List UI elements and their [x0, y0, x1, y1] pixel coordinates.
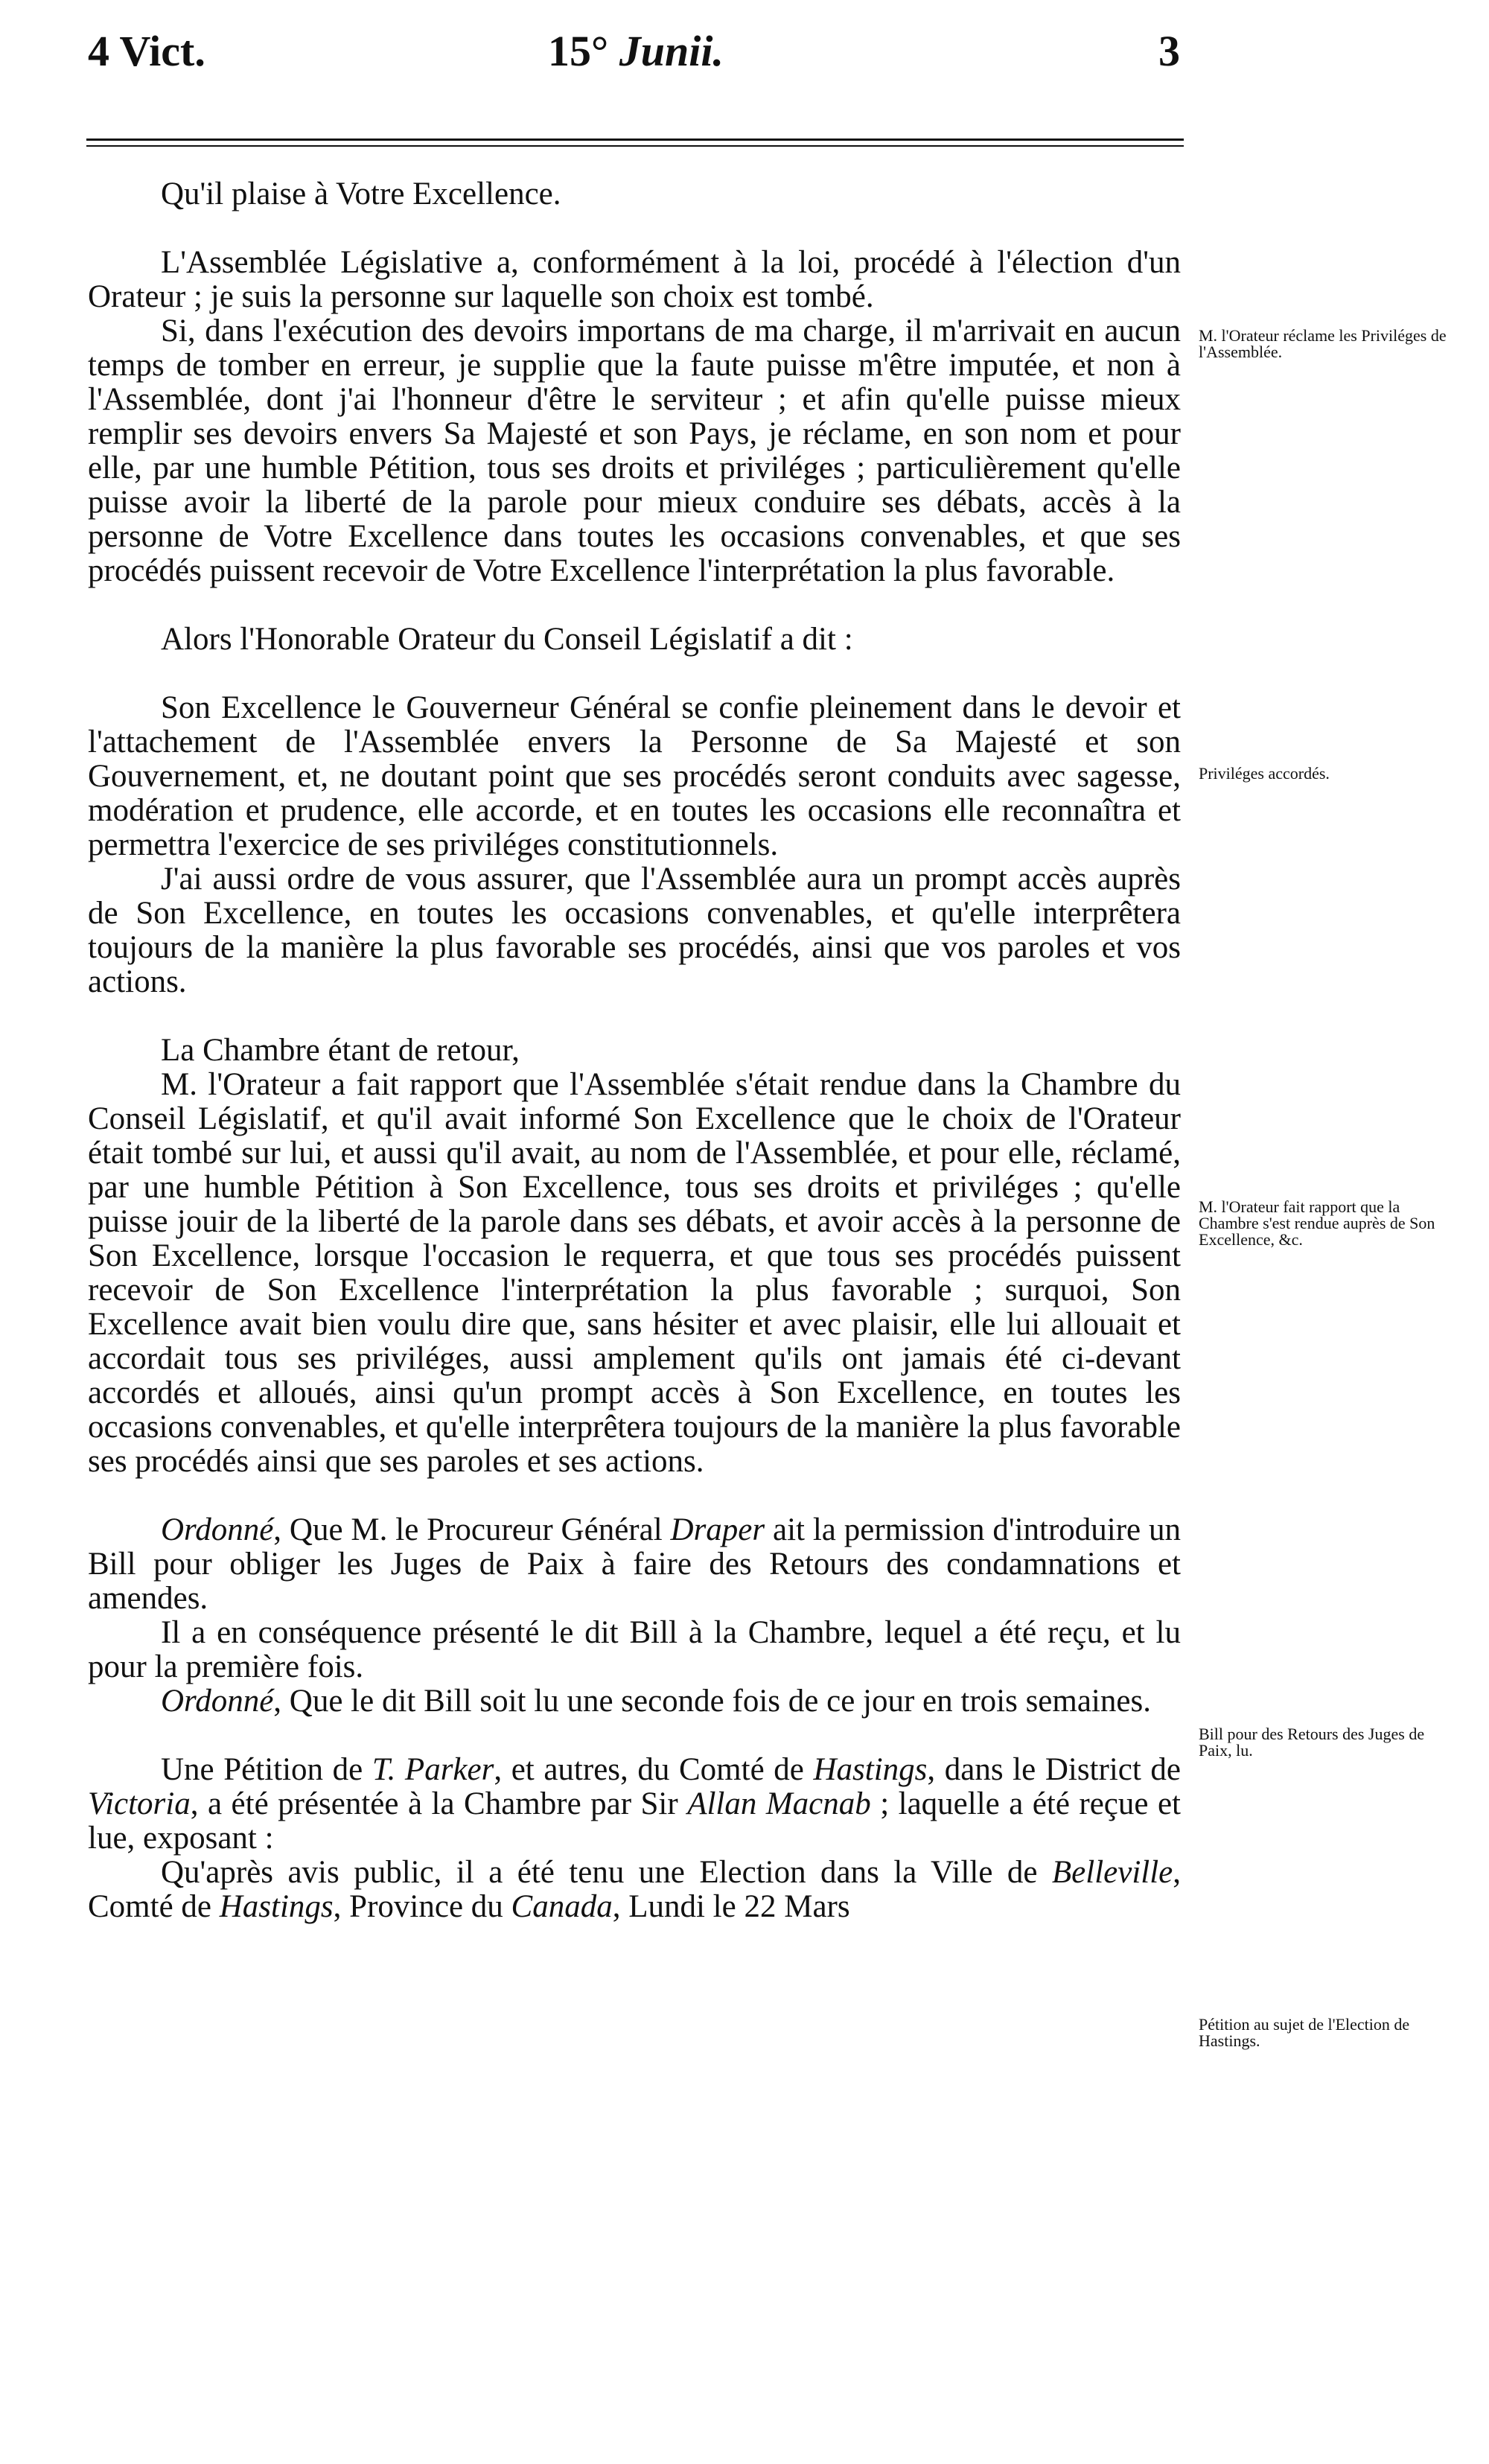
- petition-text-a: Une Pétition de: [161, 1752, 372, 1787]
- paragraph-order-second-reading: [88, 1684, 1181, 1719]
- regnal-year-text: 4 Vict.: [88, 27, 205, 75]
- place-name: Belleville: [1051, 1855, 1173, 1890]
- order-text-a: , Que M. le Procureur Général: [273, 1512, 671, 1547]
- paragraph-election: L'Assemblée Législative a, conformément à la loi, procédé à l'élection d'un Orateur ; je suis la personne sur laquelle son choix est tombé.: [88, 245, 1181, 314]
- page-number: [1158, 27, 1180, 75]
- petition-text-d: , a été présentée à la Chambre par Sir: [190, 1786, 688, 1821]
- place-name: Hastings: [219, 1889, 334, 1924]
- header-rule-thin: [86, 145, 1184, 147]
- margin-note-speaker-report: M. l'Orateur fait rapport que la Chambre s'est rendue auprès de Son Excellence, &c.: [1199, 1197, 1435, 1249]
- petition-content-b: , Comté de: [88, 1855, 1181, 1924]
- paragraph-council-speaker: Alors l'Honorable Orateur du Conseil Législatif a dit :: [161, 622, 853, 657]
- margin-note-speaker-claims: M. l'Orateur réclame les Priviléges de l'Assemblée.: [1199, 326, 1447, 361]
- margin-note-bill-returns: Bill pour des Retours des Juges de Paix, lu.: [1199, 1725, 1425, 1760]
- person-name: Draper: [670, 1512, 765, 1547]
- order-text-b: ait la permission d'introduire un Bill pour obliger les Juges de Paix à faire des Retours des condamnations et amendes.: [88, 1512, 1181, 1616]
- paragraph-speaker-petition: Si, dans l'exécution des devoirs importans de ma charge, il m'arrivait en aucun temps de tomber en erreur, je supplie que la faute puisse m'être imputée, et non à l'Assemblée, dont j'ai l'honneur d'être le serviteur ; et afin qu'elle puisse mieux remplir ses devoirs envers Sa Majesté et son Pays, je réclame, en son nom et pour elle, par une humble Pétition, tous ses droits et priviléges ; particulièrement qu'elle puisse avoir la liberté de la parole pour mieux conduire ses débats, accès à la personne de Votre Excellence dans toutes les occasions convenables, et que ses procédés puissent recevoir de Votre Excellence l'interprétation la plus favorable.: [88, 313, 1181, 588]
- journal-body: [88, 177, 1181, 1924]
- page-number-text: 3: [1158, 27, 1180, 75]
- place-name: Hastings: [813, 1752, 928, 1787]
- petition-text-b: , et autres, du Comté de: [494, 1752, 814, 1787]
- order-word: Ordonné: [161, 1684, 274, 1719]
- paragraph-governor-reply: Son Excellence le Gouverneur Général se confie pleinement dans le devoir et l'attachement de l'Assemblée envers la Personne de Sa Majesté et son Gouvernement, et, ne doutant point que ses procédés seront conduits avec sagesse, modération et prudence, elle accorde, et en toutes les occasions elle reconnaîtra et permettra l'exercice de ses priviléges constitutionnels.: [88, 690, 1181, 862]
- order-word: Ordonné: [161, 1512, 274, 1547]
- petition-content-d: , Lundi le 22 Mars: [612, 1889, 850, 1924]
- petition-content-c: , Province du: [333, 1889, 511, 1924]
- paragraph-order-bill: [88, 1513, 1181, 1616]
- petition-text-e: ; laquelle a été reçue et lue, exposant :: [88, 1786, 1181, 1856]
- paragraph-bill-presented: Il a en conséquence présenté le dit Bill à la Chambre, lequel a été reçu, et lu pour la première fois.: [88, 1615, 1181, 1684]
- petition-content-a: Qu'après avis public, il a été tenu une Election dans la Ville de: [161, 1855, 1052, 1890]
- paragraph-petition: [88, 1753, 1181, 1856]
- paragraph-address: Qu'il plaise à Votre Excellence.: [161, 176, 561, 211]
- paragraph-petition-content: [88, 1856, 1181, 1924]
- paragraph-house-return: La Chambre étant de retour,: [161, 1033, 520, 1068]
- paragraph-speaker-report: M. l'Orateur a fait rapport que l'Assemblée s'était rendue dans la Chambre du Conseil Législatif, et qu'il avait informé Son Excellence que le choix de l'Orateur était tombé sur lui, et aussi qu'il avait, au nom de l'Assemblée, et pour elle, réclamé, par une humble Pétition à Son Excellence, tous ses droits et priviléges ; qu'elle puisse jouir de la liberté de la parole dans ses débats, et avoir accès à la personne de Son Excellence, lorsque l'occasion le requerra, et que tous ses procédés puissent recevoir de Son Excellence l'interprétation la plus favorable ; surquoi, Son Excellence avait bien voulu dire que, sans hésiter et avec plaisir, elle lui allouait et accordait tous ses priviléges, aussi amplement qu'ils ont jamais été ci-devant accordés et alloués, ainsi qu'un prompt accès à Son Excellence, en toutes les occasions convenables, et qu'elle interprêtera toujours de la manière la plus favorable ses procédés ainsi que ses paroles et ses actions.: [88, 1067, 1181, 1479]
- order-text: , Que le dit Bill soit lu une seconde fois de ce jour en trois semaines.: [273, 1684, 1151, 1719]
- running-header-regnal-year: [88, 27, 205, 75]
- margin-note-hastings-petition: Pétition au sujet de l'Election de Hastings.: [1199, 2015, 1410, 2050]
- place-name: Victoria: [88, 1786, 191, 1821]
- person-name: T. Parker: [372, 1752, 494, 1787]
- person-name: Allan Macnab: [687, 1786, 871, 1821]
- running-header-date: [548, 27, 724, 75]
- margin-note-privileges-granted: Priviléges accordés.: [1199, 764, 1330, 783]
- paragraph-assurance: J'ai aussi ordre de vous assurer, que l'Assemblée aura un prompt accès auprès de Son Excellence, en toutes les occasions convenables, et qu'elle interprêtera toujours de la manière la plus favorable ses procédés, ainsi que vos paroles et vos actions.: [88, 862, 1181, 999]
- date-day-text: 15°: [548, 27, 609, 75]
- petition-text-c: , dans le District de: [927, 1752, 1181, 1787]
- date-month-text: Junii.: [619, 27, 724, 75]
- header-rule-thick: [86, 139, 1184, 141]
- place-name: Canada: [511, 1889, 613, 1924]
